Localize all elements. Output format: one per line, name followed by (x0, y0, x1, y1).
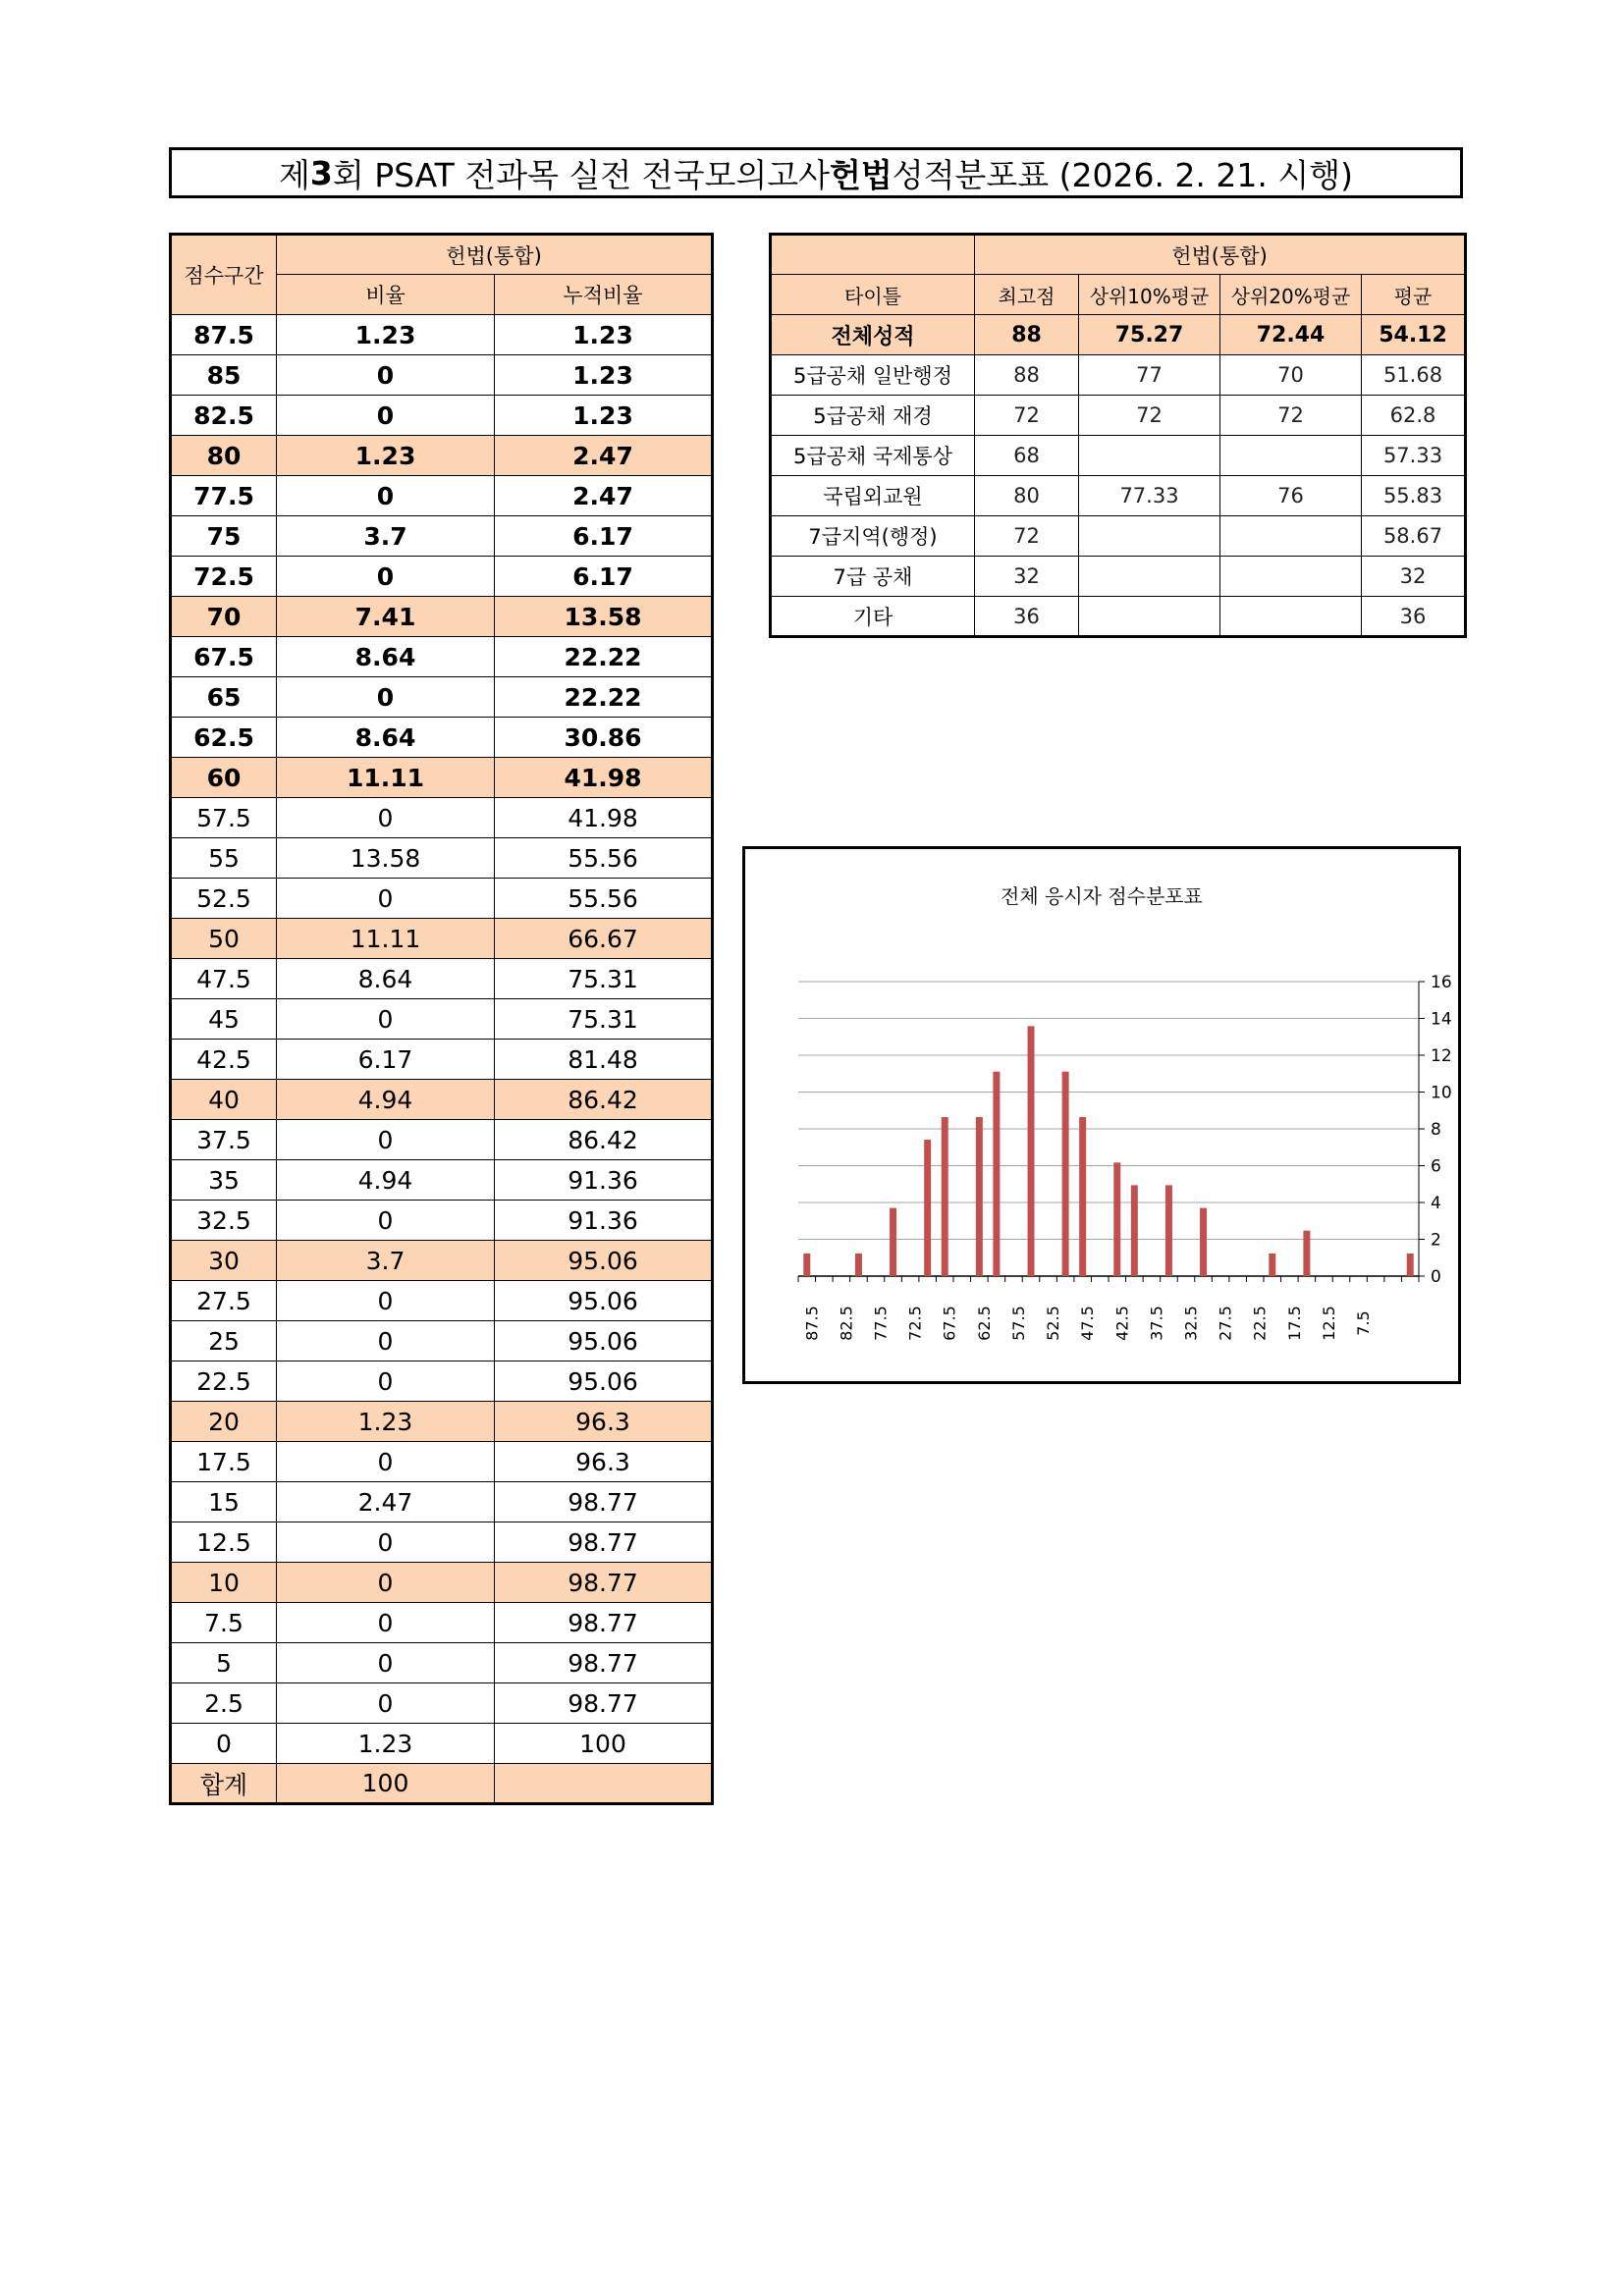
y-tick-label: 12 (1431, 1046, 1452, 1066)
ratio-cell: 6.17 (277, 1040, 495, 1080)
title-prefix: 제 (278, 155, 310, 194)
ratio-cell: 0 (277, 999, 495, 1040)
summary-avg-cell: 36 (1362, 597, 1466, 637)
score-cell: 40 (171, 1080, 277, 1120)
summary-title-cell: 7급지역(행정) (771, 516, 975, 557)
score-cell: 77.5 (171, 476, 277, 516)
cumulative-cell: 98.77 (495, 1603, 713, 1643)
cumulative-cell: 86.42 (495, 1120, 713, 1160)
cumulative-cell: 75.31 (495, 999, 713, 1040)
cumulative-cell: 91.36 (495, 1160, 713, 1201)
summary-row (771, 355, 1466, 396)
bar (1062, 1072, 1069, 1276)
table-row (171, 557, 713, 597)
score-cell: 45 (171, 999, 277, 1040)
score-cell: 65 (171, 677, 277, 718)
top10-col-header: 상위10%평균 (1079, 275, 1220, 315)
score-cell: 25 (171, 1321, 277, 1362)
bar (1165, 1185, 1172, 1276)
score-cell: 70 (171, 597, 277, 637)
ratio-cell: 0 (277, 677, 495, 718)
summary-title-cell: 전체성적 (771, 315, 975, 355)
score-cell: 82.5 (171, 396, 277, 436)
table-row (171, 1201, 713, 1241)
ratio-cell: 11.11 (277, 919, 495, 959)
table-row (171, 1080, 713, 1120)
title-suffix: 성적분포표 (2026. 2. 21. 시행) (892, 155, 1354, 194)
score-cell: 32.5 (171, 1201, 277, 1241)
x-tick-label: 77.5 (871, 1306, 891, 1341)
summary-top10-cell: 77.33 (1079, 476, 1220, 516)
score-cell: 10 (171, 1563, 277, 1603)
score-cell: 2.5 (171, 1683, 277, 1724)
total-ratio: 100 (277, 1764, 495, 1804)
x-tick-label: 52.5 (1044, 1306, 1063, 1341)
max-col-header: 최고점 (975, 275, 1079, 315)
summary-top20-cell (1220, 597, 1362, 637)
score-cell: 15 (171, 1482, 277, 1522)
x-tick-label: 87.5 (802, 1306, 822, 1341)
ratio-cell: 11.11 (277, 758, 495, 798)
ratio-cell: 0 (277, 396, 495, 436)
table-row (171, 637, 713, 677)
cumulative-cell: 66.67 (495, 919, 713, 959)
summary-max-cell: 88 (975, 315, 1079, 355)
bar (1200, 1208, 1207, 1276)
summary-top20-cell (1220, 516, 1362, 557)
title-mid: 회 PSAT 전과목 실전 전국모의고사 (332, 155, 830, 194)
summary-avg-cell: 62.8 (1362, 396, 1466, 436)
ratio-cell: 0 (277, 1281, 495, 1321)
ratio-header: 비율 (277, 275, 495, 315)
x-tick-label: 72.5 (905, 1306, 925, 1341)
bar (855, 1254, 862, 1276)
bar (993, 1072, 1000, 1276)
summary-max-cell: 80 (975, 476, 1079, 516)
table-row (171, 396, 713, 436)
x-tick-label: 32.5 (1181, 1306, 1201, 1341)
ratio-cell: 3.7 (277, 1241, 495, 1281)
summary-top20-cell: 72 (1220, 396, 1362, 436)
ratio-cell: 0 (277, 355, 495, 396)
bar (942, 1117, 948, 1276)
score-cell: 87.5 (171, 315, 277, 355)
total-cumulative (495, 1764, 713, 1804)
cumulative-cell: 95.06 (495, 1281, 713, 1321)
bar (1079, 1117, 1086, 1276)
table-row (171, 1442, 713, 1482)
table-row (171, 1683, 713, 1724)
score-cell: 55 (171, 838, 277, 879)
summary-top20-cell (1220, 557, 1362, 597)
table-row (171, 1643, 713, 1683)
summary-row (771, 396, 1466, 436)
cumulative-cell: 75.31 (495, 959, 713, 999)
ratio-cell: 1.23 (277, 436, 495, 476)
ratio-cell: 0 (277, 1442, 495, 1482)
bar (890, 1208, 896, 1276)
table-row (171, 959, 713, 999)
summary-table (769, 233, 1467, 638)
cumulative-cell: 98.77 (495, 1683, 713, 1724)
top20-col-header: 상위20%평균 (1220, 275, 1362, 315)
ratio-cell: 1.23 (277, 1724, 495, 1764)
cumulative-cell: 41.98 (495, 798, 713, 838)
cumulative-cell: 41.98 (495, 758, 713, 798)
ratio-cell: 8.64 (277, 959, 495, 999)
table-row (171, 1362, 713, 1402)
table-row (171, 315, 713, 355)
table-row (171, 999, 713, 1040)
score-cell: 27.5 (171, 1281, 277, 1321)
chart-title: 전체 응시자 점수분포표 (1001, 884, 1203, 908)
summary-title-cell: 5급공채 일반행정 (771, 355, 975, 396)
summary-top10-cell (1079, 516, 1220, 557)
bar (803, 1254, 810, 1276)
total-label: 합계 (171, 1764, 277, 1804)
cumulative-cell: 98.77 (495, 1482, 713, 1522)
cumulative-cell: 100 (495, 1724, 713, 1764)
ratio-cell: 7.41 (277, 597, 495, 637)
chart-plot (745, 849, 1458, 1381)
summary-title-cell: 5급공채 국제통상 (771, 436, 975, 476)
cumulative-cell: 13.58 (495, 597, 713, 637)
x-tick-label: 7.5 (1354, 1310, 1374, 1336)
summary-title-cell: 5급공채 재경 (771, 396, 975, 436)
table-row (171, 516, 713, 557)
score-cell: 80 (171, 436, 277, 476)
summary-max-cell: 88 (975, 355, 1079, 396)
table-row (171, 758, 713, 798)
table-row (171, 677, 713, 718)
summary-row (771, 557, 1466, 597)
summary-top10-cell (1079, 557, 1220, 597)
summary-group-header: 헌법(통합) (975, 235, 1466, 275)
cumulative-cell: 96.3 (495, 1402, 713, 1442)
ratio-cell: 8.64 (277, 637, 495, 677)
summary-row (771, 516, 1466, 557)
score-cell: 5 (171, 1643, 277, 1683)
score-cell: 35 (171, 1160, 277, 1201)
x-tick-label: 42.5 (1112, 1306, 1132, 1341)
x-tick-label: 17.5 (1284, 1306, 1304, 1341)
total-row (171, 1764, 713, 1804)
table-row (171, 436, 713, 476)
cumulative-cell: 96.3 (495, 1442, 713, 1482)
score-cell: 57.5 (171, 798, 277, 838)
score-cell: 50 (171, 919, 277, 959)
ratio-cell: 4.94 (277, 1160, 495, 1201)
summary-max-cell: 36 (975, 597, 1079, 637)
summary-top10-cell: 75.27 (1079, 315, 1220, 355)
bar (976, 1117, 983, 1276)
summary-avg-cell: 54.12 (1362, 315, 1466, 355)
x-tick-label: 57.5 (1008, 1306, 1028, 1341)
summary-row (771, 597, 1466, 637)
bar (1269, 1254, 1275, 1276)
cumulative-header: 누적비율 (495, 275, 713, 315)
score-cell: 47.5 (171, 959, 277, 999)
summary-max-cell: 72 (975, 396, 1079, 436)
ratio-cell: 8.64 (277, 718, 495, 758)
cumulative-cell: 98.77 (495, 1643, 713, 1683)
bar (1407, 1254, 1414, 1276)
ratio-cell: 0 (277, 1683, 495, 1724)
summary-avg-cell: 58.67 (1362, 516, 1466, 557)
ratio-cell: 0 (277, 1563, 495, 1603)
score-range-header: 점수구간 (171, 235, 277, 315)
ratio-cell: 0 (277, 557, 495, 597)
score-cell: 30 (171, 1241, 277, 1281)
table-row (171, 1522, 713, 1563)
cumulative-cell: 2.47 (495, 436, 713, 476)
cumulative-cell: 1.23 (495, 355, 713, 396)
x-tick-label: 27.5 (1216, 1306, 1235, 1341)
y-tick-label: 16 (1431, 973, 1452, 992)
score-cell: 42.5 (171, 1040, 277, 1080)
cumulative-cell: 98.77 (495, 1563, 713, 1603)
title-round: 3 (309, 153, 333, 192)
ratio-cell: 0 (277, 1120, 495, 1160)
score-cell: 12.5 (171, 1522, 277, 1563)
ratio-cell: 3.7 (277, 516, 495, 557)
table-row (171, 1482, 713, 1522)
ratio-cell: 2.47 (277, 1482, 495, 1522)
table-row (171, 1160, 713, 1201)
score-cell: 52.5 (171, 879, 277, 919)
x-tick-label: 47.5 (1078, 1306, 1098, 1341)
summary-top10-cell (1079, 436, 1220, 476)
score-distribution-table (169, 233, 714, 1805)
cumulative-cell: 98.77 (495, 1522, 713, 1563)
summary-max-cell: 68 (975, 436, 1079, 476)
y-tick-label: 10 (1431, 1083, 1452, 1103)
bar (1131, 1185, 1138, 1276)
cumulative-cell: 55.56 (495, 879, 713, 919)
score-cell: 20 (171, 1402, 277, 1442)
table-row (171, 476, 713, 516)
summary-title-cell: 7급 공채 (771, 557, 975, 597)
score-cell: 22.5 (171, 1362, 277, 1402)
summary-top10-cell (1079, 597, 1220, 637)
y-tick-label: 0 (1431, 1267, 1441, 1287)
score-cell: 85 (171, 355, 277, 396)
score-cell: 72.5 (171, 557, 277, 597)
ratio-cell: 1.23 (277, 1402, 495, 1442)
table-row (171, 798, 713, 838)
x-tick-label: 62.5 (974, 1306, 994, 1341)
ratio-cell: 0 (277, 1321, 495, 1362)
avg-col-header: 평균 (1362, 275, 1466, 315)
x-tick-label: 82.5 (837, 1306, 856, 1341)
summary-row (771, 315, 1466, 355)
summary-avg-cell: 57.33 (1362, 436, 1466, 476)
bar (924, 1140, 931, 1276)
table-row (171, 1040, 713, 1080)
x-tick-label: 37.5 (1147, 1306, 1166, 1341)
cumulative-cell: 55.56 (495, 838, 713, 879)
ratio-cell: 0 (277, 1201, 495, 1241)
title-col-header: 타이틀 (771, 275, 975, 315)
score-cell: 75 (171, 516, 277, 557)
summary-blank-header (771, 235, 975, 275)
table-row (171, 1563, 713, 1603)
ratio-cell: 0 (277, 1522, 495, 1563)
summary-top10-cell: 72 (1079, 396, 1220, 436)
summary-max-cell: 32 (975, 557, 1079, 597)
summary-avg-cell: 32 (1362, 557, 1466, 597)
table-row (171, 1120, 713, 1160)
ratio-cell: 4.94 (277, 1080, 495, 1120)
table-row (171, 919, 713, 959)
ratio-cell: 13.58 (277, 838, 495, 879)
score-cell: 67.5 (171, 637, 277, 677)
page-title (169, 147, 1463, 198)
summary-avg-cell: 51.68 (1362, 355, 1466, 396)
table-row (171, 718, 713, 758)
x-tick-label: 67.5 (940, 1306, 959, 1341)
summary-top20-cell: 72.44 (1220, 315, 1362, 355)
x-tick-label: 12.5 (1319, 1306, 1338, 1341)
summary-top20-cell: 70 (1220, 355, 1362, 396)
cumulative-cell: 22.22 (495, 637, 713, 677)
bar (1303, 1231, 1310, 1276)
score-cell: 17.5 (171, 1442, 277, 1482)
title-subject: 헌법 (829, 155, 893, 194)
table-row (171, 1603, 713, 1643)
ratio-cell: 0 (277, 1362, 495, 1402)
cumulative-cell: 95.06 (495, 1321, 713, 1362)
table-row (171, 1402, 713, 1442)
cumulative-cell: 6.17 (495, 557, 713, 597)
summary-top20-cell: 76 (1220, 476, 1362, 516)
cumulative-cell: 95.06 (495, 1362, 713, 1402)
score-distribution-chart (742, 846, 1461, 1384)
table-row (171, 1724, 713, 1764)
bar (1028, 1026, 1035, 1276)
y-tick-label: 4 (1431, 1194, 1441, 1213)
cumulative-cell: 86.42 (495, 1080, 713, 1120)
cumulative-cell: 1.23 (495, 315, 713, 355)
score-cell: 37.5 (171, 1120, 277, 1160)
y-tick-label: 8 (1431, 1120, 1441, 1140)
score-cell: 0 (171, 1724, 277, 1764)
ratio-cell: 0 (277, 476, 495, 516)
ratio-cell: 0 (277, 879, 495, 919)
table-row (171, 1281, 713, 1321)
summary-max-cell: 72 (975, 516, 1079, 557)
bar (1113, 1162, 1120, 1276)
table-row (171, 1321, 713, 1362)
summary-title-cell: 기타 (771, 597, 975, 637)
score-cell: 62.5 (171, 718, 277, 758)
cumulative-cell: 30.86 (495, 718, 713, 758)
cumulative-cell: 91.36 (495, 1201, 713, 1241)
ratio-cell: 0 (277, 1603, 495, 1643)
table-row (171, 597, 713, 637)
summary-title-cell: 국립외교원 (771, 476, 975, 516)
ratio-cell: 0 (277, 1643, 495, 1683)
table-row (171, 879, 713, 919)
score-cell: 60 (171, 758, 277, 798)
summary-row (771, 476, 1466, 516)
group-header: 헌법(통합) (277, 235, 713, 275)
cumulative-cell: 22.22 (495, 677, 713, 718)
cumulative-cell: 6.17 (495, 516, 713, 557)
table-row (171, 1241, 713, 1281)
ratio-cell: 1.23 (277, 315, 495, 355)
cumulative-cell: 81.48 (495, 1040, 713, 1080)
y-tick-label: 6 (1431, 1156, 1441, 1177)
table-row (171, 355, 713, 396)
cumulative-cell: 2.47 (495, 476, 713, 516)
ratio-cell: 0 (277, 798, 495, 838)
cumulative-cell: 95.06 (495, 1241, 713, 1281)
summary-top10-cell: 77 (1079, 355, 1220, 396)
summary-top20-cell (1220, 436, 1362, 476)
cumulative-cell: 1.23 (495, 396, 713, 436)
score-cell: 7.5 (171, 1603, 277, 1643)
x-tick-label: 22.5 (1250, 1306, 1270, 1341)
summary-avg-cell: 55.83 (1362, 476, 1466, 516)
y-tick-label: 2 (1431, 1230, 1441, 1251)
y-tick-label: 14 (1431, 1009, 1452, 1030)
summary-row (771, 436, 1466, 476)
table-row (171, 838, 713, 879)
